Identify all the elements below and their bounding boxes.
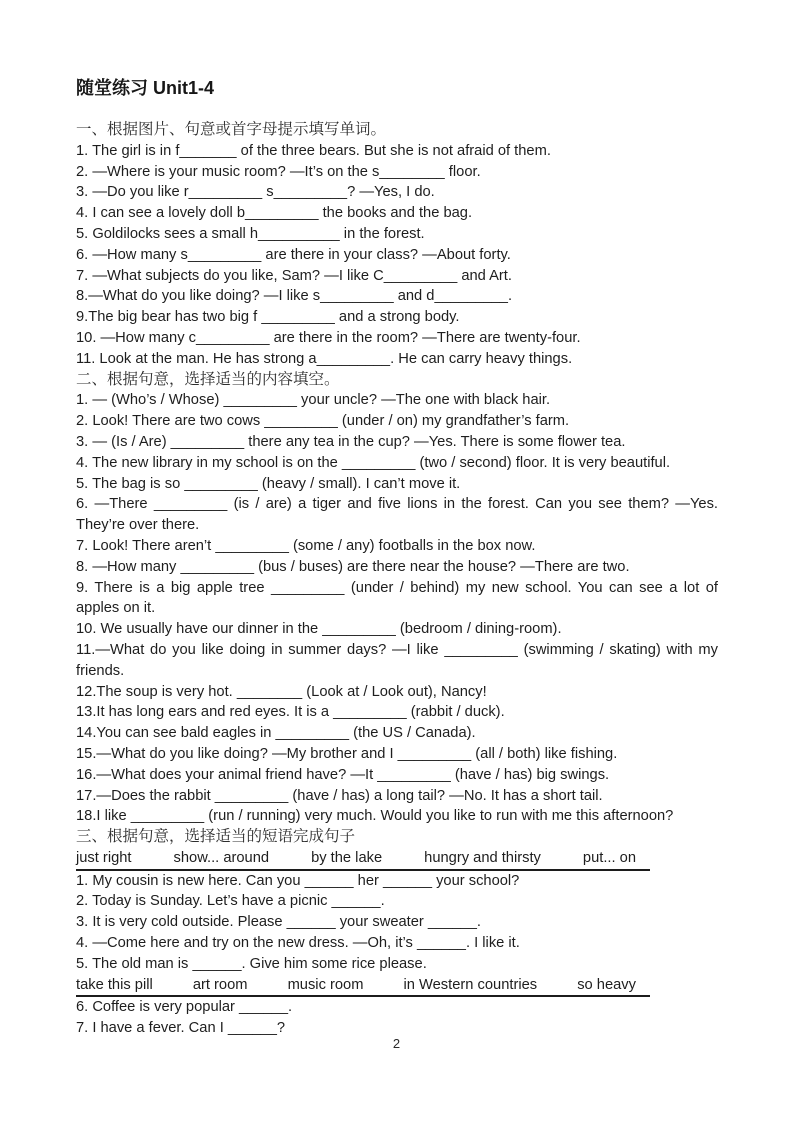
word-bank-phrase: by the lake (311, 849, 383, 866)
exercise-item: 5. The bag is so _________ (heavy / small). I can’t move it. (76, 475, 461, 492)
exercise-item: 17.—Does the rabbit _________ (have / has) a long tail? —No. It has a short tail. (76, 787, 603, 804)
exercise-item: 11. Look at the man. He has strong a_________. He can carry heavy things. (76, 350, 573, 367)
word-bank-phrase: so heavy (577, 976, 636, 993)
exercise-item: 11.—What do you like doing in summer days? —I like _________ (swimming / skating) with my friends. (76, 641, 718, 679)
word-bank-2 (76, 975, 650, 998)
page-title: 随堂练习 Unit1-4 (76, 78, 215, 98)
exercise-item: 7. Look! There aren’t _________ (some / any) footballs in the box now. (76, 537, 536, 554)
exercise-item: 3. It is very cold outside. Please ______ your sweater ______. (76, 914, 481, 931)
exercise-item: 2. Today is Sunday. Let’s have a picnic ______. (76, 893, 385, 910)
word-bank-phrase: put... on (582, 849, 636, 866)
exercise-item: 15.—What do you like doing? —My brother and I _________ (all / both) like fishing. (76, 745, 618, 762)
word-bank-phrase: in Western countries (403, 976, 538, 993)
exercise-item: 4. The new library in my school is on the _________ (two / second) floor. It is very beautiful. (76, 454, 671, 471)
exercise-item: 1. — (Who’s / Whose) _________ your uncle? —The one with black hair. (76, 392, 551, 409)
exercise-item: 3. —Do you like r_________ s_________? —Yes, I do. (76, 184, 435, 201)
word-bank-phrase: take this pill (76, 976, 153, 993)
section-3-heading: 三、根据句意，选择适当的短语完成句子 (76, 828, 356, 846)
exercise-item: 10. —How many c_________ are there in the room? —There are twenty-four. (76, 329, 581, 346)
exercise-item: 3. — (Is / Are) _________ there any tea in the cup? —Yes. There is some flower tea. (76, 433, 626, 450)
section-2-heading: 二、根据句意，选择适当的内容填空。 (76, 370, 340, 388)
exercise-item: 1. My cousin is new here. Can you ______ her ______ your school? (76, 872, 520, 889)
exercise-item: 5. Goldilocks sees a small h__________ in the forest. (76, 225, 425, 242)
exercise-item: 16.—What does your animal friend have? —It _________ (have / has) big swings. (76, 766, 610, 783)
exercise-item: 2. Look! There are two cows _________ (under / on) my grandfather’s farm. (76, 413, 570, 430)
exercise-item: 7. —What subjects do you like, Sam? —I like C_________ and Art. (76, 267, 512, 284)
exercise-item: 8. —How many _________ (bus / buses) are there near the house? —There are two. (76, 558, 630, 575)
exercise-item: 1. The girl is in f_______ of the three bears. But she is not afraid of them. (76, 142, 551, 159)
exercise-item: 8.—What do you like doing? —I like s_________ and d_________. (76, 288, 513, 305)
word-bank-phrase: show... around (173, 849, 270, 866)
exercise-item: 6. —How many s_________ are there in your class? —About forty. (76, 246, 511, 263)
exercise-item: 9.The big bear has two big f _________ and a strong body. (76, 309, 460, 326)
exercise-item: 9. There is a big apple tree _________ (under / behind) my new school. You can see a lot of apples on it. (76, 579, 718, 617)
exercise-item: 5. The old man is ______. Give him some rice please. (76, 955, 427, 972)
section-1-heading: 一、根据图片、句意或首字母提示填写单词。 (76, 121, 387, 138)
word-bank-phrase: music room (287, 976, 364, 993)
exercise-item: 4. —Come here and try on the new dress. —Oh, it’s ______. I like it. (76, 935, 520, 952)
exercise-item: 12.The soup is very hot. ________ (Look at / Look out), Nancy! (76, 683, 487, 700)
exercise-item: 2. —Where is your music room? —It’s on the s________ floor. (76, 163, 481, 180)
exercise-item: 4. I can see a lovely doll b_________ the books and the bag. (76, 205, 473, 222)
exercise-item: 14.You can see bald eagles in _________ (the US / Canada). (76, 725, 476, 742)
word-bank-phrase: art room (192, 976, 248, 993)
word-bank-1 (76, 848, 650, 871)
exercise-item: 10. We usually have our dinner in the _________ (bedroom / dining-room). (76, 621, 562, 638)
exercise-item: 18.I like _________ (run / running) very much. Would you like to run with me this afternoon? (76, 808, 674, 825)
exercise-item: 6. —There _________ (is / are) a tiger and five lions in the forest. Can you see them? —Yes. They’re over there. (76, 496, 718, 534)
word-bank-phrase: just right (76, 849, 132, 866)
page-number: 2 (392, 1036, 401, 1051)
exercise-item: 13.It has long ears and red eyes. It is a _________ (rabbit / duck). (76, 704, 505, 721)
exercise-item: 7. I have a fever. Can I ______? (76, 1020, 286, 1037)
word-bank-phrase: hungry and thirsty (424, 849, 541, 866)
exercise-item: 6. Coffee is very popular ______. (76, 999, 293, 1016)
